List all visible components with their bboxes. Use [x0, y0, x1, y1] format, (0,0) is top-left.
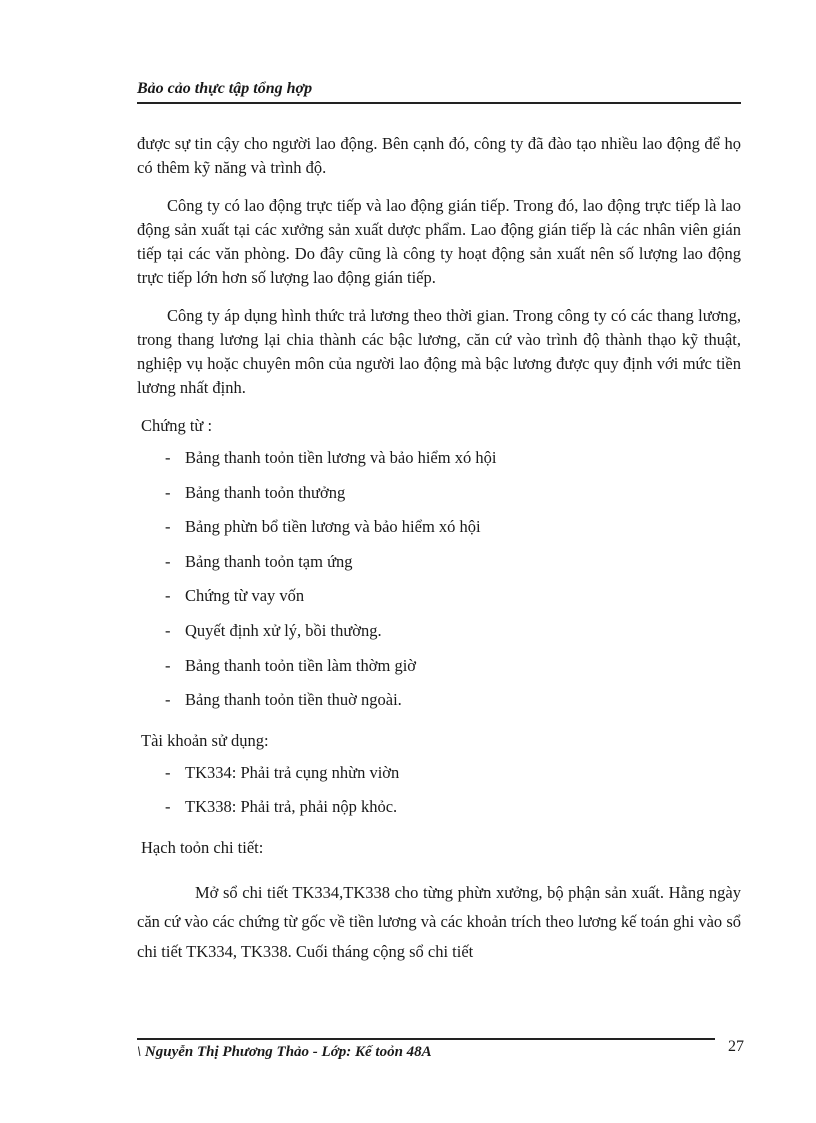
list-item: - Chứng từ vay vốn — [137, 584, 741, 619]
dash-bullet: - — [165, 586, 171, 606]
vouchers-list — [137, 446, 741, 723]
dash-bullet: - — [165, 620, 171, 640]
list-item: - Bảng thanh toỏn tạm ứng — [137, 550, 741, 585]
list-item: - TK334: Phải trả cụng nhừn viờn — [137, 761, 741, 796]
page-header-title: Bảo cảo thực tập tổng hợp — [137, 80, 313, 97]
list-item: - Bảng thanh toỏn tiền lương và bảo hiểm xó hội — [137, 446, 741, 481]
paragraph-salary-method: Công ty áp dụng hình thức trả lương theo thời gian. Trong công ty có các thang lương, trong thang lương lại chia thành các bậc lương, căn cứ vào trình độ thành thạo kỹ thuật, nghiệp vụ hoặc chuyên môn của người lao động mà bậc lương được quy định với mức tiền lương nhất định. — [137, 306, 741, 397]
footer-divider — [137, 1038, 715, 1040]
list-item: - Bảng thanh toỏn thưởng — [137, 481, 741, 516]
accounts-label: Tài khoản sử dụng: — [141, 730, 269, 750]
list-item: - Quyết định xử lý, bồi thường. — [137, 619, 741, 654]
list-item: - Bảng thanh toỏn tiền làm thờm giờ — [137, 654, 741, 689]
footer-author: \ Nguyễn Thị Phương Thảo - Lớp: Kế toỏn 48A — [137, 1044, 432, 1060]
dash-bullet: - — [165, 482, 171, 502]
page-number: 27 — [728, 1038, 744, 1055]
paragraph-detail-accounting: Mở sổ chi tiết TK334,TK338 cho từng phừn xưởng, bộ phận sản xuất. Hằng ngày căn cứ vào các chứng từ gốc về tiền lương và các khoản trích theo lương kế toán ghi vào sổ chi tiết TK334, TK338. Cuối tháng cộng sổ chi tiết — [137, 882, 741, 961]
dash-bullet: - — [165, 448, 171, 467]
detail-label: Hạch toỏn chi tiết: — [141, 837, 264, 857]
dash-bullet: - — [165, 551, 171, 571]
dash-bullet: - — [165, 797, 171, 817]
accounts-list — [137, 761, 741, 830]
list-item: - Bảng phừn bổ tiền lương và bảo hiểm xó hội — [137, 515, 741, 550]
dash-bullet: - — [165, 762, 171, 782]
dash-bullet: - — [165, 690, 171, 710]
header-divider — [137, 102, 741, 104]
paragraph-intro: được sự tin cậy cho người lao động. Bên cạnh đó, công ty đã đào tạo nhiều lao động để họ có thêm kỹ năng và trình độ. — [137, 134, 741, 177]
document-body — [137, 132, 741, 966]
list-item: - TK338: Phải trả, phải nộp khỏc. — [137, 795, 741, 830]
dash-bullet: - — [165, 517, 171, 537]
vouchers-label: Chứng từ : — [141, 416, 213, 435]
dash-bullet: - — [165, 655, 171, 675]
list-item: - Bảng thanh toỏn tiền thuờ ngoài. — [137, 688, 741, 723]
paragraph-labor-types: Công ty có lao động trực tiếp và lao động gián tiếp. Trong đó, lao động trực tiếp là lao động sản xuất tại các xưởng sản xuất dược phẩm. Lao động gián tiếp là các nhân viên gián tiếp tại các văn phòng. Do đây cũng là công ty hoạt động sản xuất nên số lượng lao động trực tiếp lớn hơn số lượng lao động gián tiếp. — [137, 196, 741, 287]
